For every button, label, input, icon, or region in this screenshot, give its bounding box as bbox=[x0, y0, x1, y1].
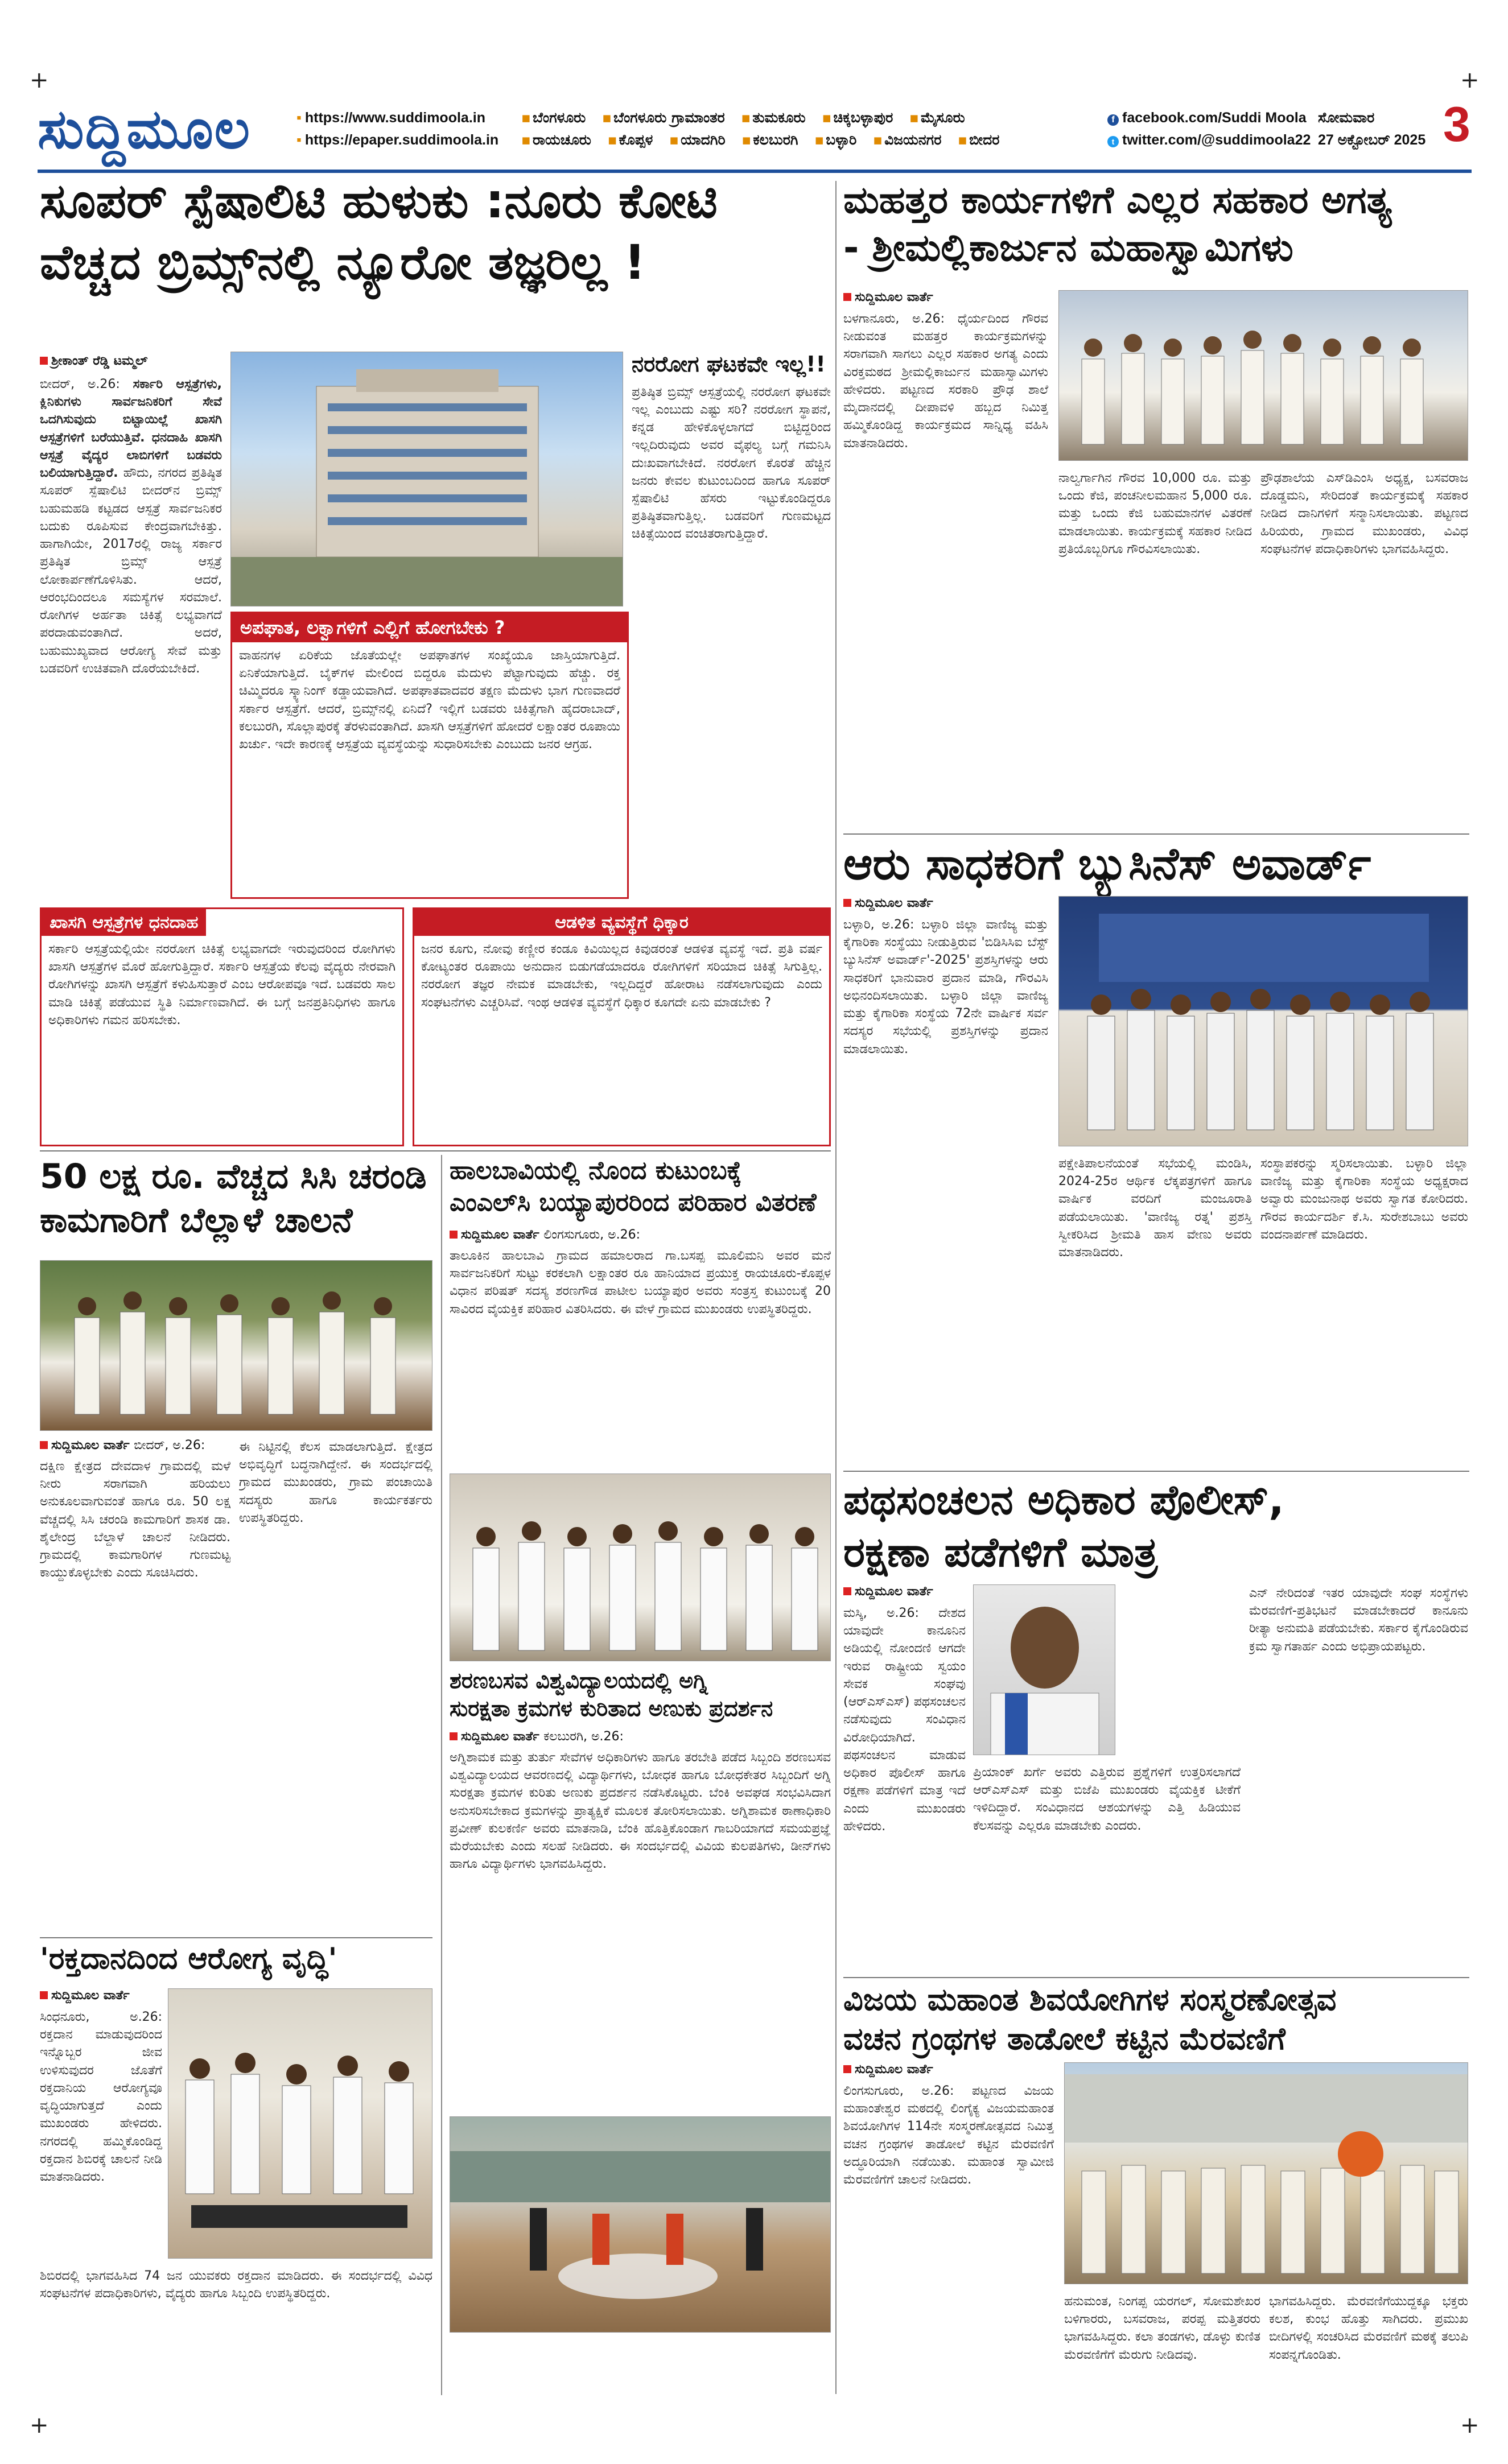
article-body-col2: ನಾಲ್ವರ್ಗಾಗಿನ ಗೌರವ 10,000 ರೂ. ಮತ್ತು ಒಂದು ಕೆಜಿ, ಪಂಚನೀಲಮಹಾನ 5,000 ರೂ. ಮತ್ತು ಒಂದು ಕೆಜಿ ಬಹುಮಾನಗಳ ವಿತರಣೆ ಮಾಡಲಾಯಿತು. ಕಾರ್ಯಕ್ರಮಕ್ಕೆ ಸಹಕಾರ ನೀಡಿದ ಪ್ರತಿಯೊಬ್ಬರಿಗೂ ಗೌರವಿಸಲಾಯಿತು. bbox=[1058, 471, 1252, 556]
article-body-col3: ಸಂಸ್ಥಾಪಕರನ್ನು ಸ್ಮರಿಸಲಾಯಿತು. ಬಳ್ಳಾರಿ ಜಿಲ್ಲಾ ವಾಣಿಜ್ಯ ಮತ್ತು ಕೈಗಾರಿಕಾ ಸಂಸ್ಥೆಯ ಅಧ್ಯಕ್ಷರಾದ ಅವ್ವಾರು ಮಂಜುನಾಥ ಅವರು ಸ್ವಾಗತ ಕೋರಿದರು. ಗೌರವ ಕಾರ್ಯದರ್ಶಿ ಕೆ.ಸಿ. ಸುರೇಶಬಾಬು ಅವರು ವಂದನಾರ್ಪಣೆ ಮಾಡಿದರು. bbox=[1260, 1157, 1468, 1242]
city-editions: ▪ ಬೆಂಗಳೂರು ▪ ಬೆಂಗಳೂರು ಗ್ರಾಮಾಂತರ ▪ ತುಮಕೂರು ▪ ಚಿಕ್ಕಬಳ್ಳಾಪುರ ▪ ಮೈಸೂರು ▪ ರಾಯಚೂರು ▪ ಕೊಪ್ಪಳ ▪ ಯಾದಗಿರಿ ▪ ಕಲಬುರಗಿ ▪ ಬಳ್ಳಾರಿ ▪ ವಿಜಯನಗರ ▪ ಬೀದರ bbox=[521, 109, 1000, 148]
section-divider bbox=[843, 1471, 1469, 1472]
article-body: ಬಳ್ಳಾರಿ, ಅ.26: ಬಳ್ಳಾರಿ ಜಿಲ್ಲಾ ವಾಣಿಜ್ಯ ಮತ್ತು ಕೈಗಾರಿಕಾ ಸಂಸ್ಥೆಯು ನೀಡುತ್ತಿರುವ 'ಬಿಡಿಸಿಸಿಐ ಬೆಸ್ಟ್ ಬ್ಯುಸಿನೆಸ್ ಅವಾರ್ಡ್'-2025' ಪ್ರಶಸ್ತಿಗಳನ್ನು ಆರು ಸಾಧಕರಿಗೆ ಭಾನುವಾರ ಪ್ರದಾನ ಮಾಡಿ, ಗೌರವಿಸಿ ಅಭಿನಂದಿಸಲಾಯಿತು. ಬಳ್ಳಾರಿ ಜಿಲ್ಲಾ ವಾಣಿಜ್ಯ ಮತ್ತು ಕೈಗಾರಿಕಾ ಸಂಸ್ಥೆಯ 72ನೇ ವಾರ್ಷಿಕ ಸರ್ವ ಸದಸ್ಯರ ಸಭೆಯಲ್ಲಿ ಪ್ರಶಸ್ತಿಗಳನ್ನು ಪ್ರದಾನ ಮಾಡಲಾಯಿತು. bbox=[843, 918, 1048, 1056]
city-item: ಮೈಸೂರು bbox=[920, 109, 965, 126]
city-item: ಚಿಕ್ಕಬಳ್ಳಾಪುರ bbox=[833, 109, 893, 126]
headline-cc-road: 50 ಲಕ್ಷ ರೂ. ವೆಚ್ಚದ ಸಿಸಿ ಚರಂಡಿ ಕಾಮಗಾರಿಗೆ ಬೆಲ್ಲಾಳೆ ಚಾಲನೆ bbox=[40, 1157, 427, 1240]
city-item: ರಾಯಚೂರು bbox=[532, 131, 591, 148]
side-box-body: ಪ್ರತಿಷ್ಠಿತ ಬ್ರಿಮ್ಸ್ ಆಸ್ಪತ್ರೆಯಲ್ಲಿ ನರರೋಗ ಘಟಕವೇ ಇಲ್ಲ ಎಂಬುದು ಎಷ್ಟು ಸರಿ? ನರರೋಗ ಸ್ಥಾಪನೆ, ಕನ್ನಡ ಹೇಳಿಕೊಳ್ಳಲಾಗದೆ ಬಿಟ್ಟಿದ್ದರಿಂದ ಇಲ್ಲದಿರುವುದು ಅವರ ವೈಫಲ್ಯ ಬಗ್ಗೆ ಗಮನಿಸಿ ದುಃಖವಾಗಬೇಕಿದೆ. ನರರೋಗ ಕೊರತೆ ಹೆಚ್ಚಿನ ಜನರು ಕೇವಲ ಕುಟುಂಬದಿಂದ ಹಾಗೂ ಸೂಪರ್ ಸ್ಪೆಷಾಲಿಟಿ ಹೆಸರು ಇಟ್ಟುಕೊಂಡಿದ್ದರೂ ಪ್ರತಿಷ್ಠಿತವಾಗುತ್ತಿಲ್ಲ. ಬಡವರಿಗೆ ಗುಣಮಟ್ಟದ ಚಿಕಿತ್ಸೆಯಿಂದ ವಂಚಿತರಾಗುತ್ತಿದ್ದಾರೆ. bbox=[632, 385, 831, 542]
relief-photo bbox=[450, 1474, 831, 1661]
article-body: ಲಿಂಗಸುಗೂರು, ಅ.26: ಪಟ್ಟಣದ ವಿಜಯ ಮಹಾಂತೇಶ್ವರ ಮಠದಲ್ಲಿ ಲಿಂಗೈಕ್ಯ ವಿಜಯಮಹಾಂತ ಶಿವಯೋಗಿಗಳ 114ನೇ ಸಂಸ್ಮರಣೋತ್ಸವದ ನಿಮಿತ್ತ ವಚನ ಗ್ರಂಥಗಳ ತಾಡೋಲೆ ಕಟ್ಟಿನ ಮೆರವಣಿಗೆ ಅದ್ಧೂರಿಯಾಗಿ ನಡೆಯಿತು. ಮಹಾಂತ ಸ್ವಾಮೀಜಿ ಮೆರವಣಿಗೆಗೆ ಚಾಲನೆ ನೀಡಿದರು. bbox=[843, 2084, 1054, 2188]
box-private-hospitals bbox=[40, 907, 404, 1146]
section-divider bbox=[40, 1937, 432, 1938]
crop-mark-bottom-right: + bbox=[1460, 2412, 1480, 2438]
issue-date-text: 27 ಅಕ್ಟೋಬರ್ 2025 bbox=[1318, 131, 1426, 148]
procession-image-icon bbox=[1065, 2063, 1468, 2284]
event-photo bbox=[1058, 290, 1468, 461]
side-box-title: ನರರೋಗ ಘಟಕವೇ ಇಲ್ಲ!! bbox=[632, 352, 826, 377]
box-title: ಖಾಸಗಿ ಆಸ್ಪತ್ರೆಗಳ ಧನದಾಹ bbox=[42, 909, 206, 936]
box-body: ಜನರ ಕೂಗು, ನೋವು ಕಣ್ಣೀರ ಕಂಡೂ ಕಿವಿಯಿಲ್ಲದ ಕಿವುಡರಂತೆ ಆಡಳಿತ ವ್ಯವಸ್ಥೆ ಇದೆ. ಪ್ರತಿ ವರ್ಷ ಕೋಟ್ಯಂತರ ರೂಪಾಯಿ ಅನುದಾನ ಬಿಡುಗಡೆಯಾದರೂ ರೋಗಿಗಳಿಗೆ ಸರಿಯಾದ ಚಿಕಿತ್ಸೆ ಸಿಗುತ್ತಿಲ್ಲ. ನರರೋಗ ತಜ್ಞರ ನೇಮಕ ಮಾಡಬೇಕು, ಇಲ್ಲದಿದ್ದರೆ ಹೋರಾಟ ನಡೆಸಲಾಗುವುದು ಎಂದು ಸಂಘಟನೆಗಳು ಎಚ್ಚರಿಸಿವೆ. ಇಂಥ ಆಡಳಿತ ವ್ಯವಸ್ಥೆಗೆ ಧಿಕ್ಕಾರ ಕೂಗದೇ ಏನು ಮಾಡಬೇಕು ? bbox=[421, 942, 822, 1010]
city-item: ಯಾದಗಿರಿ bbox=[681, 131, 726, 148]
web-links: ▪ https://www.suddimoola.in ▪ https://epaper.suddimoola.in bbox=[296, 110, 499, 148]
blood-donation-photo bbox=[168, 1988, 432, 2259]
city-item: ಬೀದರ bbox=[969, 131, 1000, 148]
crop-mark-top-left: + bbox=[30, 67, 49, 93]
fire-drill-image-icon bbox=[450, 2117, 831, 2333]
article-body-col2: ಹನುಮಂತ, ನಿಂಗಪ್ಪ ಯರಗಲ್, ಸೋಮಶೇಖರ ಬಳಿಗಾರರು, ಬಸವರಾಜ, ಪರಪ್ಪ ಮತ್ತಿತರರು ಭಾಗವಹಿಸಿದ್ದರು. ಕಲಾ ತಂಡಗಳು, ಡೊಳ್ಳು ಕುಣಿತ ಮೆರವಣಿಗೆಗೆ ಮೆರುಗು ನೀಡಿದವು. bbox=[1064, 2294, 1260, 2362]
article-body: ಸಿಂಧನೂರು, ಅ.26: ರಕ್ತದಾನ ಮಾಡುವುದರಿಂದ ಇನ್ನೊಬ್ಬರ ಜೀವ ಉಳಿಸುವುದರ ಜೊತೆಗೆ ರಕ್ತದಾನಿಯ ಆರೋಗ್ಯವೂ ವೃದ್ಧಿಯಾಗುತ್ತದೆ ಎಂದು ಮುಖಂಡರು ಹೇಳಿದರು. ನಗರದಲ್ಲಿ ಹಮ್ಮಿಕೊಂಡಿದ್ದ ರಕ್ತದಾನ ಶಿಬಿರಕ್ಕೆ ಚಾಲನೆ ನೀಡಿ ಮಾತನಾಡಿದರು. bbox=[40, 2010, 162, 2185]
headline-blood-donation: 'ರಕ್ತದಾನದಿಂದ ಆರೋಗ್ಯ ವೃದ್ಧಿ' bbox=[40, 1942, 337, 1976]
issue-date bbox=[1318, 107, 1443, 151]
byline: ಸುದ್ದಿಮೂಲ ವಾರ್ತೆ bbox=[843, 896, 933, 910]
article-body-col3: ಪ್ರೌಢಶಾಲೆಯ ಎಸ್‌ಡಿಎಂಸಿ ಅಧ್ಯಕ್ಷ, ಬಸವರಾಜ ದೊಡ್ಡಮನಿ, ಸೇರಿದಂತೆ ಕಾರ್ಯಕ್ರಮಕ್ಕೆ ಸಹಕಾರ ನೀಡಿದ ದಾನಿಗಳಿಗೆ ಸನ್ಮಾನಿಸಲಾಯಿತು. ಪಟ್ಟಣದ ಹಿರಿಯರು, ಗ್ರಾಮದ ಮುಖಂಡರು, ವಿವಿಧ ಸಂಘಟನೆಗಳ ಪದಾಧಿಕಾರಿಗಳು ಭಾಗವಹಿಸಿದ್ದರು. bbox=[1260, 471, 1468, 556]
box-body: ಸರ್ಕಾರಿ ಆಸ್ಪತ್ರೆಯಲ್ಲಿಯೇ ನರರೋಗ ಚಿಕಿತ್ಸೆ ಲಭ್ಯವಾಗದೇ ಇರುವುದರಿಂದ ರೋಗಿಗಳು ಖಾಸಗಿ ಆಸ್ಪತ್ರೆಗಳ ಮೊರೆ ಹೋಗುತ್ತಿದ್ದಾರೆ. ಸರ್ಕಾರಿ ಆಸ್ಪತ್ರೆಯ ಕೆಲವು ವೈದ್ಯರು ನೇರವಾಗಿ ರೋಗಿಗಳನ್ನು ಖಾಸಗಿ ಆಸ್ಪತ್ರೆಗೆ ಕಳುಹಿಸುತ್ತಾರೆ ಎಂಬ ಆರೋಪವೂ ಇದೆ. ಬಡವರು ಸಾಲ ಮಾಡಿ ಚಿಕಿತ್ಸೆ ಪಡೆಯುವ ಸ್ಥಿತಿ ನಿರ್ಮಾಣವಾಗಿದೆ. ಈ ಬಗ್ಗೆ ಜನಪ್ರತಿನಿಧಿಗಳು ಹಾಗೂ ಅಧಿಕಾರಿಗಳು ಗಮನ ಹರಿಸಬೇಕು. bbox=[48, 942, 395, 1027]
article-body-col2: ಈ ನಿಟ್ಟಿನಲ್ಲಿ ಕೆಲಸ ಮಾಡಲಾಗುತ್ತಿದೆ. ಕ್ಷೇತ್ರದ ಅಭಿವೃದ್ಧಿಗೆ ಬದ್ಧನಾಗಿದ್ದೇನೆ. ಈ ಸಂದರ್ಭದಲ್ಲಿ ಗ್ರಾಮದ ಮುಖಂಡರು, ಗ್ರಾಮ ಪಂಚಾಯಿತಿ ಸದಸ್ಯರು ಹಾಗೂ ಕಾರ್ಯಕರ್ತರು ಉಪಸ್ಥಿತರಿದ್ದರು. bbox=[239, 1440, 432, 1525]
section-divider bbox=[843, 1977, 1469, 1978]
crowd-image-icon bbox=[1059, 291, 1468, 461]
box-admin bbox=[413, 907, 831, 1146]
byline: ಸುದ್ದಿಮೂಲ ವಾರ್ತೆ ಕಲಬುರಗಿ, ಅ.26: bbox=[450, 1730, 624, 1744]
camp-image-icon bbox=[168, 1989, 432, 2259]
page-number: 3 bbox=[1443, 97, 1470, 152]
ceremony-image-icon bbox=[450, 1474, 831, 1661]
hospital-building-icon bbox=[231, 352, 623, 606]
road-work-photo bbox=[40, 1260, 432, 1431]
city-item: ಕಲಬುರಗಿ bbox=[753, 131, 798, 148]
article-body: ಬಳಗಾನೂರು, ಅ.26: ಧೈರ್ಯದಿಂದ ಗೌರವ ನೀಡುವಂತ ಮಹತ್ತರ ಕಾರ್ಯಕ್ರಮಗಳನ್ನು ಸರಾಗವಾಗಿ ಸಾಗಲು ಎಲ್ಲರ ಸಹಕಾರ ಅಗತ್ಯ ಎಂದು ವಿರಕ್ತಮಠದ ಶ್ರೀಮಲ್ಲಿಕಾರ್ಜುನ ಮಹಾಸ್ವಾಮಿಗಳು ಹೇಳಿದರು. ಪಟ್ಟಣದ ಸರಕಾರಿ ಪ್ರೌಢ ಶಾಲೆ ಮೈದಾನದಲ್ಲಿ ದೀಪಾವಳಿ ಹಬ್ಬದ ನಿಮಿತ್ತ ಹಮ್ಮಿಕೊಂಡಿದ್ದ ಕಾರ್ಯಕ್ರಮದ ಸಾನ್ನಿಧ್ಯ ವಹಿಸಿ ಮಾತನಾಡಿದರು. bbox=[843, 312, 1048, 451]
article-body-col2: ಶಿಬಿರದಲ್ಲಿ ಭಾಗವಹಿಸಿದ 74 ಜನ ಯುವಕರು ರಕ್ತದಾನ ಮಾಡಿದರು. ಈ ಸಂದರ್ಭದಲ್ಲಿ ವಿವಿಧ ಸಂಘಟನೆಗಳ ಪದಾಧಿಕಾರಿಗಳು, ವೈದ್ಯರು ಹಾಗೂ ಸಿಬ್ಬಂದಿ ಉಪಸ್ಥಿತರಿದ್ದರು. bbox=[40, 2269, 432, 2301]
city-item: ಬೆಂಗಳೂರು ಗ್ರಾಮಾಂತರ bbox=[613, 109, 725, 126]
headline-super-specialty: ಸೂಪರ್ ಸ್ಪೆಷಾಲಿಟಿ ಹುಳುಕು :ನೂರು ಕೋಟಿ ವೆಚ್ಚದ ಬ್ರಿಮ್ಸ್‌ನಲ್ಲಿ ನ್ಯೂರೋ ತಜ್ಞರಿಲ್ಲ ! bbox=[40, 173, 718, 290]
city-item: ಕೊಪ್ಪಳ bbox=[619, 131, 653, 148]
website-link[interactable]: https://www.suddimoola.in bbox=[304, 110, 485, 126]
procession-photo bbox=[1064, 2062, 1468, 2284]
article-body-col2: ಪ್ರಿಯಾಂಕ್ ಖರ್ಗೆ ಅವರು ಎತ್ತಿರುವ ಪ್ರಶ್ನೆಗಳಿಗೆ ಉತ್ತರಿಸಲಾಗದೆ ಆರ್‌ಎಸ್‌ಎಸ್ ಮತ್ತು ಬಿಜೆಪಿ ಮುಖಂಡರು ವೈಯಕ್ತಿಕ ಟೀಕೆಗೆ ಇಳಿದಿದ್ದಾರೆ. ಸಂವಿಧಾನದ ಆಶಯಗಳನ್ನು ಎತ್ತಿ ಹಿಡಿಯುವ ಕೆಲಸವನ್ನು ಎಲ್ಲರೂ ಮಾಡಬೇಕು ಎಂದರು. bbox=[973, 1765, 1241, 1833]
byline: ಸುದ್ದಿಮೂಲ ವಾರ್ತೆ bbox=[843, 290, 933, 304]
people-image-icon bbox=[40, 1261, 432, 1431]
city-item: ಬಳ್ಳಾರಿ bbox=[826, 131, 857, 148]
twitter-icon: t bbox=[1107, 136, 1119, 147]
article-body: ತಾಲೂಕಿನ ಹಾಲಬಾವಿ ಗ್ರಾಮದ ಹಮಾಲರಾದ ಗಾ.ಬಸಪ್ಪ ಮೂಲಿಮನಿ ಅವರ ಮನೆ ಸಾರ್ವಜನಿಕರಿಗೆ ಸುಟ್ಟು ಕರಕಲಾಗಿ ಲಕ್ಷಾಂತರ ರೂ ಹಾನಿಯಾದ ಪ್ರಯುಕ್ತ ರಾಯಚೂರು-ಕೊಪ್ಪಳ ವಿಧಾನ ಪರಿಷತ್ ಸದಸ್ಯ ಶರಣಗೌಡ ಪಾಟೀಲ ಬಯ್ಯಾಪುರ ಅವರು ಸಂತ್ರಸ್ತ ಕುಟುಂಬಕ್ಕೆ 20 ಸಾವಿರದ ವೈಯಕ್ತಿಕ ಪರಿಹಾರ ವಿತರಿಸಿದರು. ಈ ವೇಳೆ ಗ್ರಾಮದ ಮುಖಂಡರು ಉಪಸ್ಥಿತರಿದ್ದರು. bbox=[450, 1249, 831, 1316]
headline-relief: ಹಾಲಬಾವಿಯಲ್ಲಿ ನೊಂದ ಕುಟುಂಬಕ್ಕೆ ಎಂಎಲ್‌ಸಿ ಬಯ್ಯಾಪುರರಿಂದ ಪರಿಹಾರ ವಿತರಣೆ bbox=[450, 1156, 817, 1217]
byline: ಸುದ್ದಿಮೂಲ ವಾರ್ತೆ bbox=[40, 1988, 130, 2003]
article-body-col3: ಎನ್ ನೇರಿದಂತೆ ಇತರ ಯಾವುದೇ ಸಂಘ ಸಂಸ್ಥೆಗಳು ಮೆರವಣಿಗೆ-ಪ್ರತಿಭಟನೆ ಮಾಡಬೇಕಾದರೆ ಕಾನೂನು ರೀತ್ಯಾ ಅನುಮತಿ ಪಡೆಯಬೇಕು. ಸರ್ಕಾರ ಕೈಗೊಂಡಿರುವ ಕ್ರಮ ಸ್ವಾಗತಾರ್ಹ ಎಂದು ಅಭಿಪ್ರಾಯಪಟ್ಟರು. bbox=[1249, 1586, 1468, 1654]
headline-business-award: ಆರು ಸಾಧಕರಿಗೆ ಬ್ಯುಸಿನೆಸ್ ಅವಾರ್ಡ್ bbox=[843, 839, 1371, 890]
speaker-portrait bbox=[973, 1584, 1115, 1755]
crop-mark-bottom-left: + bbox=[30, 2412, 49, 2438]
social-links bbox=[1107, 107, 1335, 151]
facebook-icon: f bbox=[1107, 114, 1119, 126]
red-box-title: ಅಪಘಾತ, ಲಕ್ವಾಗಳಿಗೆ ಎಲ್ಲಿಗೆ ಹೋಗಬೇಕು ? bbox=[232, 613, 627, 642]
city-item: ತುಮಕೂರು bbox=[752, 109, 806, 126]
article-body-col2: ಪಕ್ಷೇತಿಪಾಲನೆಯಂತೆ ಸಭೆಯಲ್ಲಿ ಮಂಡಿಸಿ, 2024-25ರ ಆರ್ಥಿಕ ಲೆಕ್ಕಪತ್ರಗಳಿಗೆ ಹಾಗೂ ವಾರ್ಷಿಕ ವರದಿಗೆ ಮಂಜೂರಾತಿ ಪಡೆಯಲಾಯಿತು. 'ವಾಣಿಜ್ಯ ರತ್ನ' ಪ್ರಶಸ್ತಿ ಸ್ವೀಕರಿಸಿದ ಶ್ರೀಮತಿ ಹಾಸ ವೇಣು ಅವರು ಮಾತನಾಡಿದರು. bbox=[1058, 1157, 1252, 1260]
city-item: ವಿಜಯನಗರ bbox=[884, 131, 942, 148]
byline: ಸುದ್ದಿಮೂಲ ವಾರ್ತೆ ಬೀದರ್, ಅ.26: bbox=[40, 1438, 205, 1452]
group-image-icon bbox=[1059, 897, 1468, 1146]
byline: ಸುದ್ದಿಮೂಲ ವಾರ್ತೆ bbox=[843, 1584, 933, 1599]
section-divider bbox=[40, 1150, 831, 1151]
epaper-link[interactable]: https://epaper.suddimoola.in bbox=[304, 131, 499, 148]
award-photo bbox=[1058, 896, 1468, 1146]
twitter-link[interactable]: twitter.com/@suddimoola22 bbox=[1122, 131, 1311, 148]
article-body: ಮಸ್ಕಿ, ಅ.26: ದೇಶದ ಯಾವುದೇ ಕಾನೂನಿನ ಅಡಿಯಲ್ಲಿ ನೋಂದಣಿ ಆಗದೇ ಇರುವ ರಾಷ್ಟ್ರೀಯ ಸ್ವಯಂ ಸೇವಕ ಸಂಘವು (ಆರ್‌ಎಸ್‌ಎಸ್) ಪಥಸಂಚಲನ ನಡೆಸುವುದು ಸಂವಿಧಾನ ವಿರೋಧಿಯಾಗಿದೆ. ಪಥಸಂಚಲನ ಮಾಡುವ ಅಧಿಕಾರ ಪೊಲೀಸ್ ಹಾಗೂ ರಕ್ಷಣಾ ಪಡೆಗಳಿಗೆ ಮಾತ್ರ ಇದೆ ಎಂದು ಮುಖಂಡರು ಹೇಳಿದರು. bbox=[843, 1606, 966, 1834]
byline: ಸುದ್ದಿಮೂಲ ವಾರ್ತೆ bbox=[843, 2062, 933, 2077]
byline: ಸುದ್ದಿಮೂಲ ವಾರ್ತೆ ಲಿಂಗಸುಗೂರು, ಅ.26: bbox=[450, 1228, 640, 1242]
column-divider bbox=[835, 181, 837, 2394]
crop-mark-top-right: + bbox=[1460, 67, 1480, 93]
city-item: ಬೆಂಗಳೂರು bbox=[532, 109, 586, 126]
article-body-col3: ಭಾಗವಹಿಸಿದ್ದರು. ಮೆರವಣಿಗೆಯುದ್ದಕ್ಕೂ ಭಕ್ತರು ಕಲಶ, ಕುಂಭ ಹೊತ್ತು ಸಾಗಿದರು. ಪ್ರಮುಖ ಬೀದಿಗಳಲ್ಲಿ ಸಂಚರಿಸಿದ ಮೆರವಣಿಗೆ ಮಠಕ್ಕೆ ತಲುಪಿ ಸಂಪನ್ನಗೊಂಡಿತು. bbox=[1269, 2294, 1468, 2362]
article-body: ದಕ್ಷಿಣ ಕ್ಷೇತ್ರದ ದೇವದಾಳ ಗ್ರಾಮದಲ್ಲಿ ಮಳೆ ನೀರು ಸರಾಗವಾಗಿ ಹರಿಯಲು ಅನುಕೂಲವಾಗುವಂತೆ ಹಾಗೂ ರೂ. 50 ಲಕ್ಷ ವೆಚ್ಚದಲ್ಲಿ ಸಿಸಿ ಚರಂಡಿ ಕಾಮಗಾರಿಗೆ ಶಾಸಕ ಡಾ. ಶೈಲೇಂದ್ರ ಬೆಲ್ದಾಳೆ ಚಾಲನೆ ನೀಡಿದರು. ಗ್ರಾಮದಲ್ಲಿ ಕಾಮಗಾರಿಗಳ ಗುಣಮಟ್ಟ ಕಾಯ್ದುಕೊಳ್ಳಬೇಕು ಎಂದು ಸೂಚಿಸಿದರು. bbox=[40, 1459, 230, 1580]
hospital-photo bbox=[230, 352, 623, 606]
red-box-body: ವಾಹನಗಳ ಏರಿಕೆಯ ಜೊತೆಯಲ್ಲೇ ಅಪಘಾತಗಳ ಸಂಖ್ಯೆಯೂ ಜಾಸ್ತಿಯಾಗುತ್ತಿದೆ. ಏನಿಕೆಯಾಗುತ್ತಿದೆ. ಬೈಕ್‌ಗಳ ಮೇಲಿಂದ ಬಿದ್ದರೂ ಮೆದುಳು ಪೆಟ್ಟಾಗುವುದು ಹೆಚ್ಚು. ರಕ್ತ ಚಿಮ್ಮಿದರೂ ಸ್ಕ್ಯಾನಿಂಗ್ ಕಡ್ಡಾಯವಾಗಿದೆ. ಅಪಘಾತವಾದವರ ತಕ್ಷಣ ಮೆದುಳು ಭಾಗ ಗುಣವಾದರೆ ಸರ್ಕಾರ ಆಸ್ಪತ್ರೆಗೆ. ಆದರೆ, ಬ್ರಿಮ್ಸ್‌ನಲ್ಲಿ ಏನಿದೆ? ಇಲ್ಲಿಗೆ ಬಡವರು ಚಿಕಿತ್ಸೆಗಾಗಿ ಹೈದರಾಬಾದ್, ಕಲಬುರಗಿ, ಸೊಲ್ಲಾಪುರಕ್ಕೆ ತೆರಳುವಂತಾಗಿದೆ. ಖಾಸಗಿ ಆಸ್ಪತ್ರೆಗಳಿಗೆ ಹೋದರೆ ಲಕ್ಷಾಂತರ ರೂಪಾಯಿ ಖರ್ಚು. ಇದೇ ಕಾರಣಕ್ಕೆ ಆಸ್ಪತ್ರೆಯ ವ್ಯವಸ್ಥೆಯನ್ನು ಸುಧಾರಿಸಬೇಕು ಎಂಬುದು ಜನರ ಆಗ್ರಹ. bbox=[239, 649, 620, 752]
column-divider bbox=[441, 1155, 442, 2395]
box-title: ಆಡಳಿತ ವ್ಯವಸ್ಥೆಗೆ ಧಿಕ್ಕಾರ bbox=[414, 909, 829, 936]
masthead bbox=[38, 97, 1472, 170]
byline: ಶ್ರೀಕಾಂತ್ ರೆಡ್ಡಿ ಟಮ್ಮಲ್ bbox=[40, 354, 147, 368]
side-box-neuro bbox=[632, 352, 831, 921]
article-body: ಬೀದರ್, ಅ.26: ಸರ್ಕಾರಿ ಆಸ್ಪತ್ರೆಗಳು, ಕ್ಲಿನಿಕುಗಳು ಸಾರ್ವಜನಿಕರಿಗೆ ಸೇವೆ ಒದಗಿಸುವುದು ಬಿಟ್ಟಾಯಿಲ್ಲೆ ಖಾಸಗಿ ಆಸ್ಪತ್ರೆಗಳಿಗೆ ಬರೆಯುತ್ತಿವೆ. ಧನದಾಹಿ ಖಾಸಗಿ ಆಸ್ಪತ್ರೆ ವೈದ್ಯರ ಲಾಬಿಗಳಿಗೆ ಬಡವರು ಬಲಿಯಾಗುತ್ತಿದ್ದಾರೆ. ಹೌದು, ನಗರದ ಪ್ರತಿಷ್ಠಿತ ಸೂಪರ್ ಸ್ಪೆಷಾಲಿಟಿ ಬೀದರ್‌ನ ಬ್ರಿಮ್ಸ್ ಬಹುಮಹಡಿ ಕಟ್ಟಡದ ಆಸ್ಪತ್ರೆ ಸಾರ್ವಜನಿಕರ ಬದುಕು ರೂಪಿಸುವ ಕೇಂದ್ರವಾಗಬೇಕಿತ್ತು. ಹಾಗಾಗಿಯೇ, 2017ರಲ್ಲಿ ರಾಜ್ಯ ಸರ್ಕಾರ ಪ್ರತಿಷ್ಠಿತ ಬ್ರಿಮ್ಸ್ ಆಸ್ಪತ್ರೆ ಲೋಕಾರ್ಪಣೆಗೊಳಿಸಿತು. ಆದರೆ, ಆರಂಭದಿಂದಲೂ ಸಮಸ್ಯೆಗಳ ಸರಮಾಲೆ. ರೋಗಿಗಳ ಅರ್ಹತಾ ಚಿಕಿತ್ಸೆ ಲಭ್ಯವಾಗದೆ ಪರದಾಡುವಂತಾಗಿದೆ. ಅದರೆ, ಬಹುಮುಖ್ಯವಾದ ಆರೋಗ್ಯ ಸೇವೆ ಮತ್ತು ಬಡವರಿಗೆ ಉಚಿತವಾಗಿ ದೊರೆಯಬೇಕಿದೆ. bbox=[40, 377, 222, 676]
newspaper-logo: ಸುದ್ದಿಮೂಲ bbox=[38, 97, 252, 161]
fire-drill-photo bbox=[450, 2116, 831, 2333]
issue-day: ಸೋಮವಾರ bbox=[1318, 110, 1375, 126]
headline-fire-safety: ಶರಣಬಸವ ವಿಶ್ವವಿದ್ಯಾಲಯದಲ್ಲಿ ಅಗ್ನಿ ಸುರಕ್ಷತಾ ಕ್ರಮಗಳ ಕುರಿತಾದ ಅಣುಕು ಪ್ರದರ್ಶನ bbox=[450, 1668, 773, 1721]
portrait-image-icon bbox=[974, 1585, 1115, 1755]
headline-cooperation: ಮಹತ್ತರ ಕಾರ್ಯಗಳಿಗೆ ಎಲ್ಲರ ಸಹಕಾರ ಅಗತ್ಯ - ಶ್ರೀಮಲ್ಲಿಕಾರ್ಜುನ ಮಹಾಸ್ವಾಮಿಗಳು bbox=[843, 178, 1392, 270]
headline-shivayogi: ವಿಜಯ ಮಹಾಂತ ಶಿವಯೋಗಿಗಳ ಸಂಸ್ಮರಣೋತ್ಸವ ವಚನ ಗ್ರಂಥಗಳ ತಾಡೋಲೆ ಕಟ್ಟಿನ ಮೆರವಣಿಗೆ bbox=[843, 1982, 1337, 2057]
article-body: ಅಗ್ನಿಶಾಮಕ ಮತ್ತು ತುರ್ತು ಸೇವೆಗಳ ಅಧಿಕಾರಿಗಳು ಹಾಗೂ ತರಬೇತಿ ಪಡೆದ ಸಿಬ್ಬಂದಿ ಶರಣಬಸವ ವಿಶ್ವವಿದ್ಯಾಲಯದ ಆವರಣದಲ್ಲಿ ವಿದ್ಯಾರ್ಥಿಗಳು, ಬೋಧಕ ಹಾಗೂ ಬೋಧಕೇತರ ಸಿಬ್ಬಂದಿಗೆ ಅಗ್ನಿ ಸುರಕ್ಷತಾ ಕ್ರಮಗಳ ಕುರಿತು ಅಣುಕು ಪ್ರದರ್ಶನ ನಡೆಸಿಕೊಟ್ಟರು. ಬೆಂಕಿ ಅವಘಡ ಸಂಭವಿಸಿದಾಗ ಅನುಸರಿಸಬೇಕಾದ ಕ್ರಮಗಳನ್ನು ಪ್ರಾತ್ಯಕ್ಷಿಕೆ ಮೂಲಕ ತೋರಿಸಲಾಯಿತು. ಅಗ್ನಿಶಾಮಕ ಠಾಣಾಧಿಕಾರಿ ಪ್ರವೀಣ್ ಕುಲಕರ್ಣಿ ಅವರು ಮಾತನಾಡಿ, ಬೆಂಕಿ ಹೊತ್ತಿಕೊಂಡಾಗ ಗಾಬರಿಯಾಗದೆ ಸಮಯಪ್ರಜ್ಞೆ ಮೆರೆಯಬೇಕು ಎಂದು ಸಲಹೆ ನೀಡಿದರು. ಈ ಸಂದರ್ಭದಲ್ಲಿ ವಿವಿಯ ಕುಲಪತಿಗಳು, ಡೀನ್‌ಗಳು ಹಾಗೂ ವಿದ್ಯಾರ್ಥಿಗಳು ಭಾಗವಹಿಸಿದ್ದರು. bbox=[450, 1751, 831, 1872]
section-divider bbox=[843, 833, 1469, 835]
headline-police: ಪಥಸಂಚಲನ ಅಧಿಕಾರ ಪೊಲೀಸ್, ರಕ್ಷಣಾ ಪಡೆಗಳಿಗೆ ಮಾತ್ರ bbox=[843, 1476, 1284, 1576]
red-box-accident bbox=[230, 612, 629, 899]
facebook-link[interactable]: facebook.com/Suddi Moola bbox=[1122, 110, 1307, 126]
